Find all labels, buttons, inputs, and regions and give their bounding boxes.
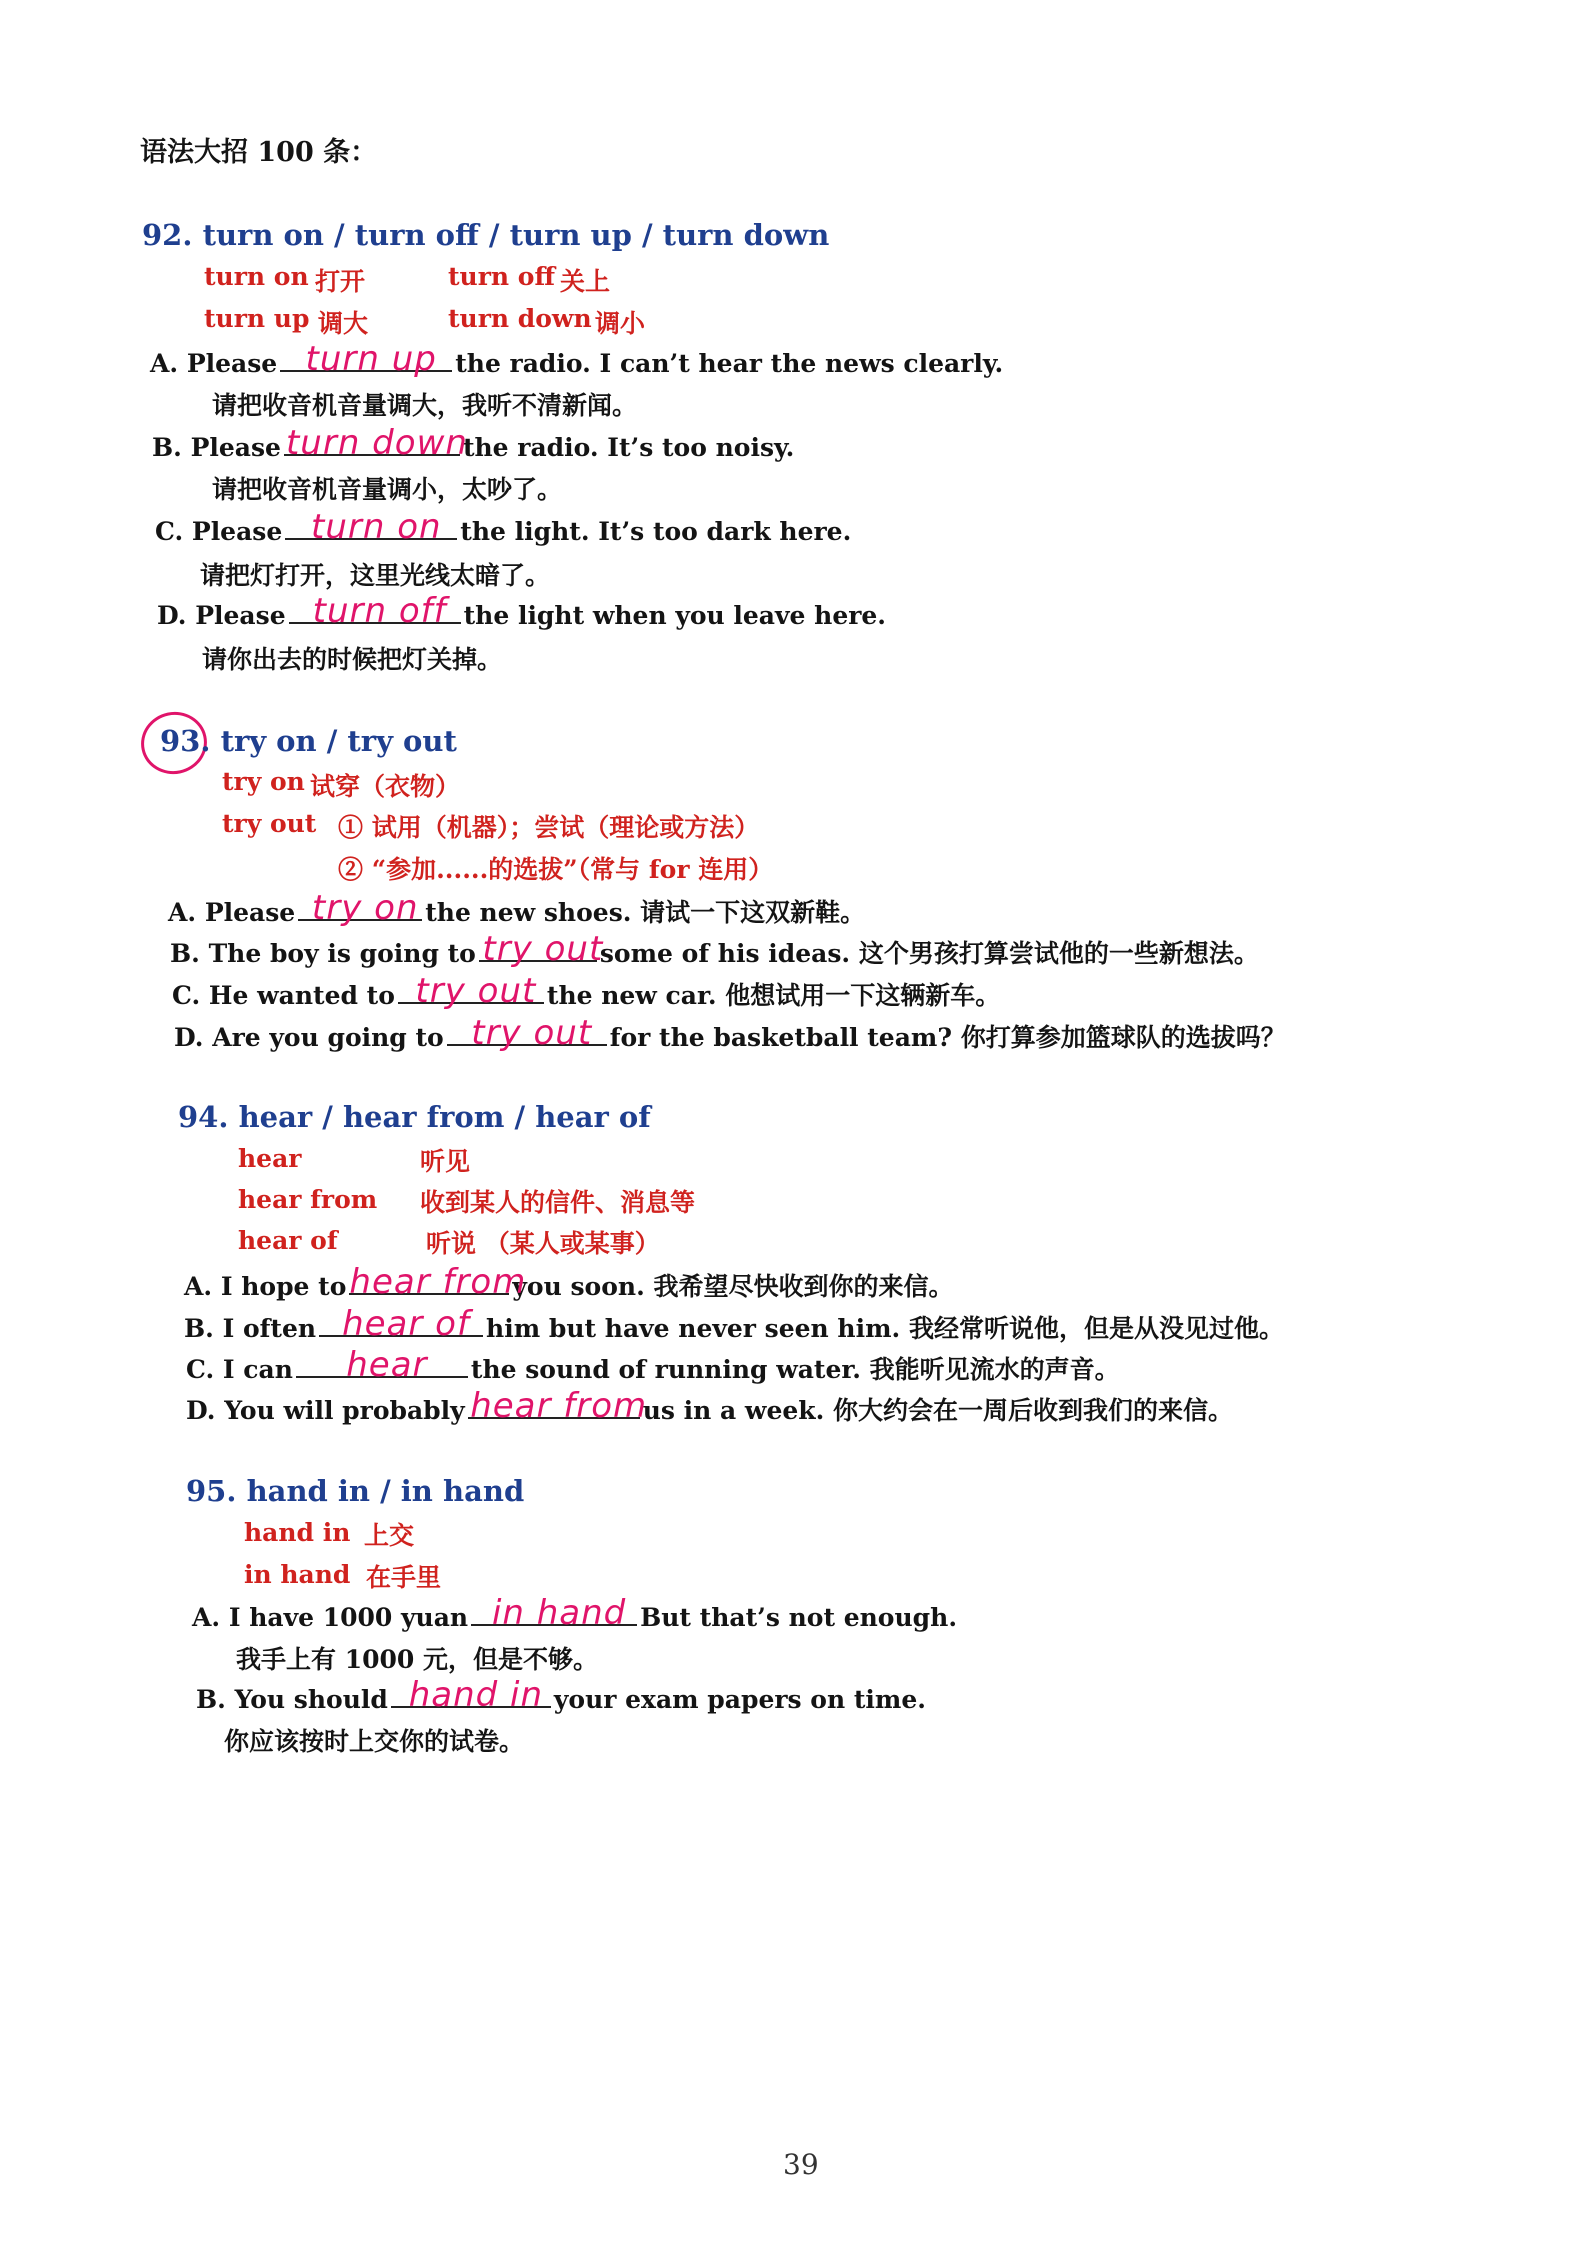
example-sentence: B. The boy is going to try out some of his ideas. 这个男孩打算尝试他的一些新想法。 xyxy=(170,929,1259,969)
handwritten-answer: try out xyxy=(471,1013,593,1053)
page-number: 39 xyxy=(783,2148,819,2181)
section-heading: hand in / in hand xyxy=(246,1474,525,1508)
example-sentence: D. Please turn off the light when you leave here. xyxy=(157,591,887,631)
answer-blank xyxy=(289,591,461,631)
example-sentence: C. I can hear the sound of running water. 我能听见流水的声音。 xyxy=(186,1345,1120,1385)
example-translation: 我手上有 1000 元，但是不够。 xyxy=(236,1645,598,1674)
definition-meaning: 在手里 xyxy=(366,1563,442,1592)
handwritten-answer: hand in xyxy=(408,1675,544,1715)
answer-blank xyxy=(296,1345,468,1385)
example-translation: 请你出去的时候把灯关掉。 xyxy=(202,645,503,674)
section-heading: try on / try out xyxy=(220,724,457,758)
definition-term: hand in xyxy=(244,1518,351,1547)
handwritten-answer: hear from xyxy=(349,1262,527,1302)
answer-blank xyxy=(319,1304,483,1344)
definition-meaning: 调小 xyxy=(595,309,646,338)
definition-meaning: 上交 xyxy=(364,1521,415,1550)
handwritten-answer: in hand xyxy=(491,1593,627,1633)
handwritten-answer: turn up xyxy=(305,339,437,379)
handwritten-answer: try on xyxy=(311,888,419,928)
example-translation: 请把收音机音量调大，我听不清新闻。 xyxy=(212,391,638,420)
handwritten-answer: hear from xyxy=(470,1386,648,1426)
example-sentence: B. I often hear of him but have never seen him. 我经常听说他，但是从没见过他。 xyxy=(184,1304,1284,1344)
section-number: 93. xyxy=(160,724,211,758)
section-93-title xyxy=(160,724,457,758)
section-94-title xyxy=(178,1100,651,1134)
handwritten-answer: turn on xyxy=(310,507,442,547)
example-translation: 请把收音机音量调小，太吵了。 xyxy=(212,475,563,504)
definition-term: turn off xyxy=(448,262,555,291)
definition-term: turn up xyxy=(204,304,310,333)
section-95-title xyxy=(186,1474,524,1508)
example-sentence: D. Are you going to try out for the basketball team? 你打算参加篮球队的选拔吗？ xyxy=(174,1013,1286,1053)
example-sentence: A. I hope to hear from you soon. 我希望尽快收到你的来信。 xyxy=(184,1262,954,1302)
answer-blank xyxy=(285,507,457,547)
answer-blank xyxy=(479,929,604,969)
example-translation: 你应该按时上交你的试卷。 xyxy=(224,1727,525,1756)
definition-term: turn on xyxy=(204,262,309,291)
handwritten-answer: hear of xyxy=(342,1304,470,1344)
handwritten-answer: hear xyxy=(346,1345,428,1385)
definition-term: hear of xyxy=(238,1226,338,1255)
answer-blank xyxy=(349,1262,527,1302)
answer-blank xyxy=(391,1675,551,1715)
definition-meaning: 调大 xyxy=(318,309,369,338)
example-sentence: C. He wanted to try out the new car. 他想试用一下这辆新车。 xyxy=(172,971,1001,1011)
definition-term: turn down xyxy=(448,304,592,333)
definition-meaning: ② “参加......的选拔”（常与 for 连用） xyxy=(338,855,774,884)
handwritten-answer: turn off xyxy=(312,591,447,631)
section-number: 92. xyxy=(142,218,193,252)
answer-blank xyxy=(447,1013,607,1053)
definition-term: hear xyxy=(238,1144,302,1173)
definition-term: in hand xyxy=(244,1560,351,1589)
example-sentence: D. You will probably hear from us in a week. 你大约会在一周后收到我们的来信。 xyxy=(186,1386,1233,1426)
handwritten-answer: try out xyxy=(415,971,537,1011)
handwritten-answer: try out xyxy=(482,929,604,969)
example-sentence: A. Please try on the new shoes. 请试一下这双新鞋。 xyxy=(168,888,866,928)
definition-meaning: 收到某人的信件、消息等 xyxy=(420,1188,696,1217)
definition-term: try on xyxy=(222,767,305,796)
section-92-title xyxy=(142,218,829,252)
section-number: 95. xyxy=(186,1474,237,1508)
answer-blank xyxy=(468,1386,648,1426)
definition-meaning: 关上 xyxy=(560,267,611,296)
definition-meaning: 试穿（衣物） xyxy=(310,772,461,801)
definition-meaning: 听说 （某人或某事） xyxy=(426,1229,660,1258)
example-sentence: B. You should hand in your exam papers on time. xyxy=(196,1675,926,1715)
example-sentence: A. Please turn up the radio. I can’t hear the news clearly. xyxy=(150,339,1004,379)
definition-term: try out xyxy=(222,809,317,838)
answer-blank xyxy=(471,1593,637,1633)
answer-blank xyxy=(284,423,468,463)
answer-blank xyxy=(280,339,452,379)
answer-blank xyxy=(298,888,422,928)
example-translation: 请把灯打开，这里光线太暗了。 xyxy=(200,561,551,590)
example-sentence: A. I have 1000 yuan in hand But that’s not enough. xyxy=(192,1593,958,1633)
section-heading: turn on / turn off / turn up / turn down xyxy=(202,218,830,252)
example-sentence: B. Please turn down the radio. It’s too noisy. xyxy=(152,423,795,463)
section-heading: hear / hear from / hear of xyxy=(238,1100,651,1134)
handwritten-answer: turn down xyxy=(285,423,468,463)
definition-term: hear from xyxy=(238,1185,378,1214)
definition-meaning: ① 试用（机器）；尝试（理论或方法） xyxy=(338,813,760,842)
example-sentence: C. Please turn on the light. It’s too dark here. xyxy=(155,507,852,547)
section-number: 94. xyxy=(178,1100,229,1134)
definition-meaning: 打开 xyxy=(315,267,366,296)
answer-blank xyxy=(398,971,544,1011)
definition-meaning: 听见 xyxy=(420,1147,471,1176)
page-header: 语法大招 100 条： xyxy=(140,137,378,168)
